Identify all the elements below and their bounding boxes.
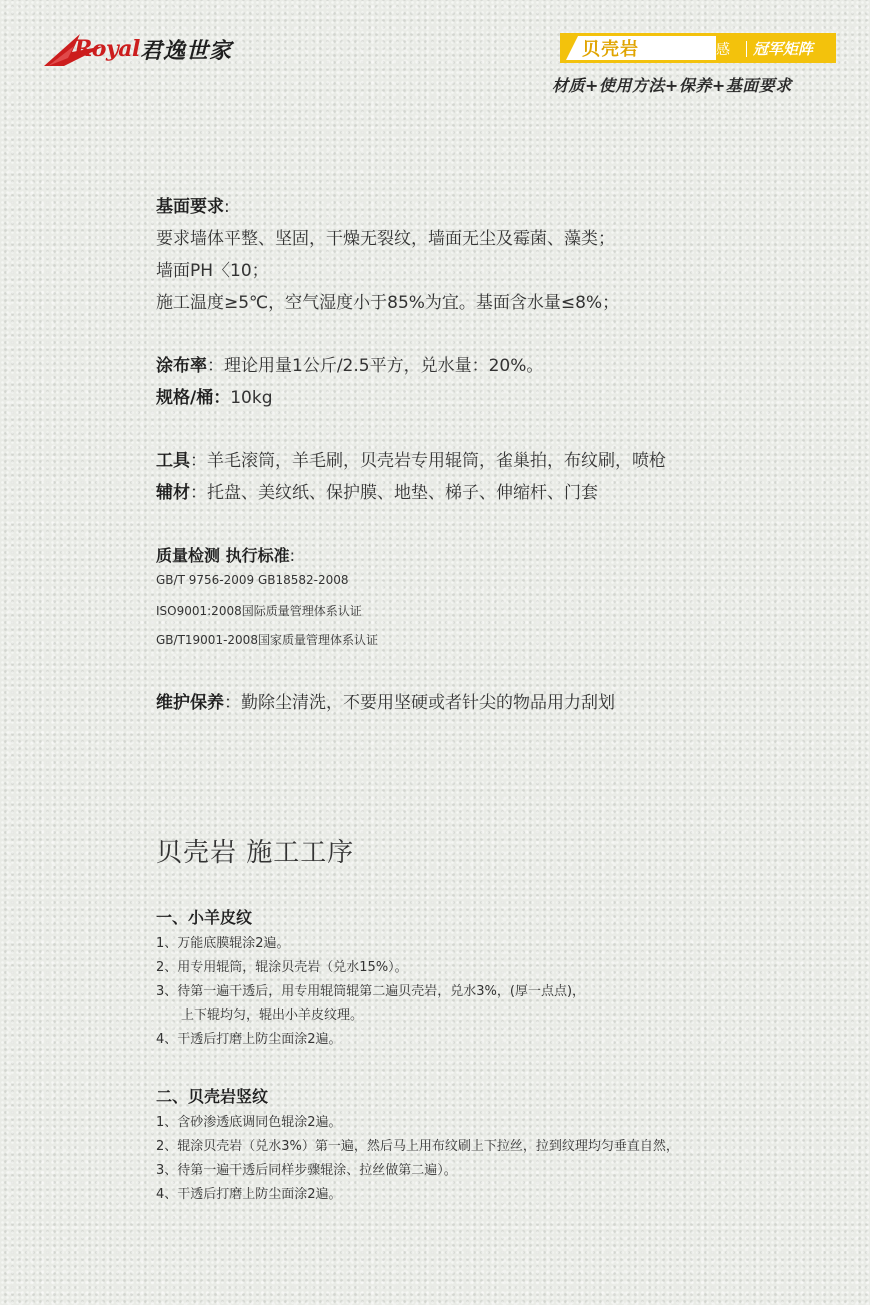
quality-std-2: ISO9001:2008国际质量管理体系认证 <box>156 604 362 618</box>
badge-divider <box>746 41 747 57</box>
process-1-step-3: 3、待第一遍干透后，用专用辊筒辊第二遍贝壳岩，兑水3%，(厚一点点)， <box>156 984 586 999</box>
maintenance-row <box>156 688 615 713</box>
spec-row <box>156 383 273 408</box>
base-heading-row <box>156 192 230 217</box>
quality-heading-row <box>156 543 295 566</box>
process-2-step-1: 1、含砂渗透底调同色辊涂2遍。 <box>156 1115 342 1130</box>
brand-name-cn: 君逸世家 <box>140 38 233 64</box>
process-2-step-3: 3、待第一遍干透后同样步骤辊涂、拉丝做第二遍）。 <box>156 1163 457 1178</box>
badge-quality-text: 高端质感 <box>674 42 730 58</box>
quality-std-3: GB/T19001-2008国家质量管理体系认证 <box>156 633 378 647</box>
process-section-2-heading: 二、贝壳岩竖纹 <box>156 1087 269 1106</box>
base-line-2: 墙面PH〈10； <box>156 261 269 281</box>
aux-row <box>156 478 598 503</box>
process-section-1-heading: 一、小羊皮纹 <box>156 908 253 927</box>
coverage-text: ：理论用量1公斤/2.5平方，兑水量：20%。 <box>207 356 544 376</box>
base-line-1: 要求墙体平整、坚固，干燥无裂纹，墙面无尘及霉菌、藻类； <box>156 229 615 249</box>
base-line-3: 施工温度≥5℃，空气湿度小于85%为宜。基面含水量≤8%； <box>156 293 620 313</box>
base-heading: 基面要求 <box>156 197 224 217</box>
quality-heading-colon: : <box>289 546 295 565</box>
base-heading-colon: : <box>224 197 230 217</box>
coverage-row <box>156 351 543 376</box>
spec-text: 10kg <box>230 388 273 408</box>
process-2-step-2: 2、辊涂贝壳岩（兑水3%）第一遍，然后马上用布纹刷上下拉丝，拉到纹理均匀垂直自然， <box>156 1139 679 1154</box>
coverage-label: 涂布率 <box>156 356 207 376</box>
aux-label: 辅材 <box>156 483 190 503</box>
process-1-step-4: 4、干透后打磨上防尘面涂2遍。 <box>156 1032 342 1047</box>
tools-text: ：羊毛滚筒，羊毛刷，贝壳岩专用辊筒，雀巢拍，布纹刷，喷枪 <box>190 451 666 471</box>
process-1-step-2: 2、用专用辊筒，辊涂贝壳岩（兑水15%）。 <box>156 960 408 975</box>
maintenance-label: 维护保养 <box>156 693 224 713</box>
brand-name-en: Royal <box>74 36 140 62</box>
process-1-step-3-cont: 上下辊均匀，辊出小羊皮纹理。 <box>181 1008 364 1023</box>
quality-std-1: GB/T 9756-2009 GB18582-2008 <box>156 573 349 587</box>
header-badge <box>560 33 836 63</box>
aux-text: ：托盘、美纹纸、保护膜、地垫、梯子、伸缩杆、门套 <box>190 483 598 503</box>
tools-label: 工具 <box>156 451 190 471</box>
badge-product-name: 贝壳岩 <box>582 39 639 60</box>
process-2-step-4: 4、干透后打磨上防尘面涂2遍。 <box>156 1187 342 1202</box>
process-1-step-1: 1、万能底膜辊涂2遍。 <box>156 936 290 951</box>
header-subtitle: 材质+使用方法+保养+基面要求 <box>552 76 792 95</box>
badge-champion-text: 冠军矩阵 <box>753 40 814 58</box>
maintenance-text: ：勤除尘清洗，不要用坚硬或者针尖的物品用力刮划 <box>224 693 615 713</box>
quality-heading: 质量检测 执行标准 <box>156 546 290 565</box>
spec-label: 规格/桶： <box>156 388 231 408</box>
tools-row <box>156 446 666 471</box>
process-title: 贝壳岩 施工工序 <box>156 838 355 868</box>
brand-logo <box>44 30 244 70</box>
